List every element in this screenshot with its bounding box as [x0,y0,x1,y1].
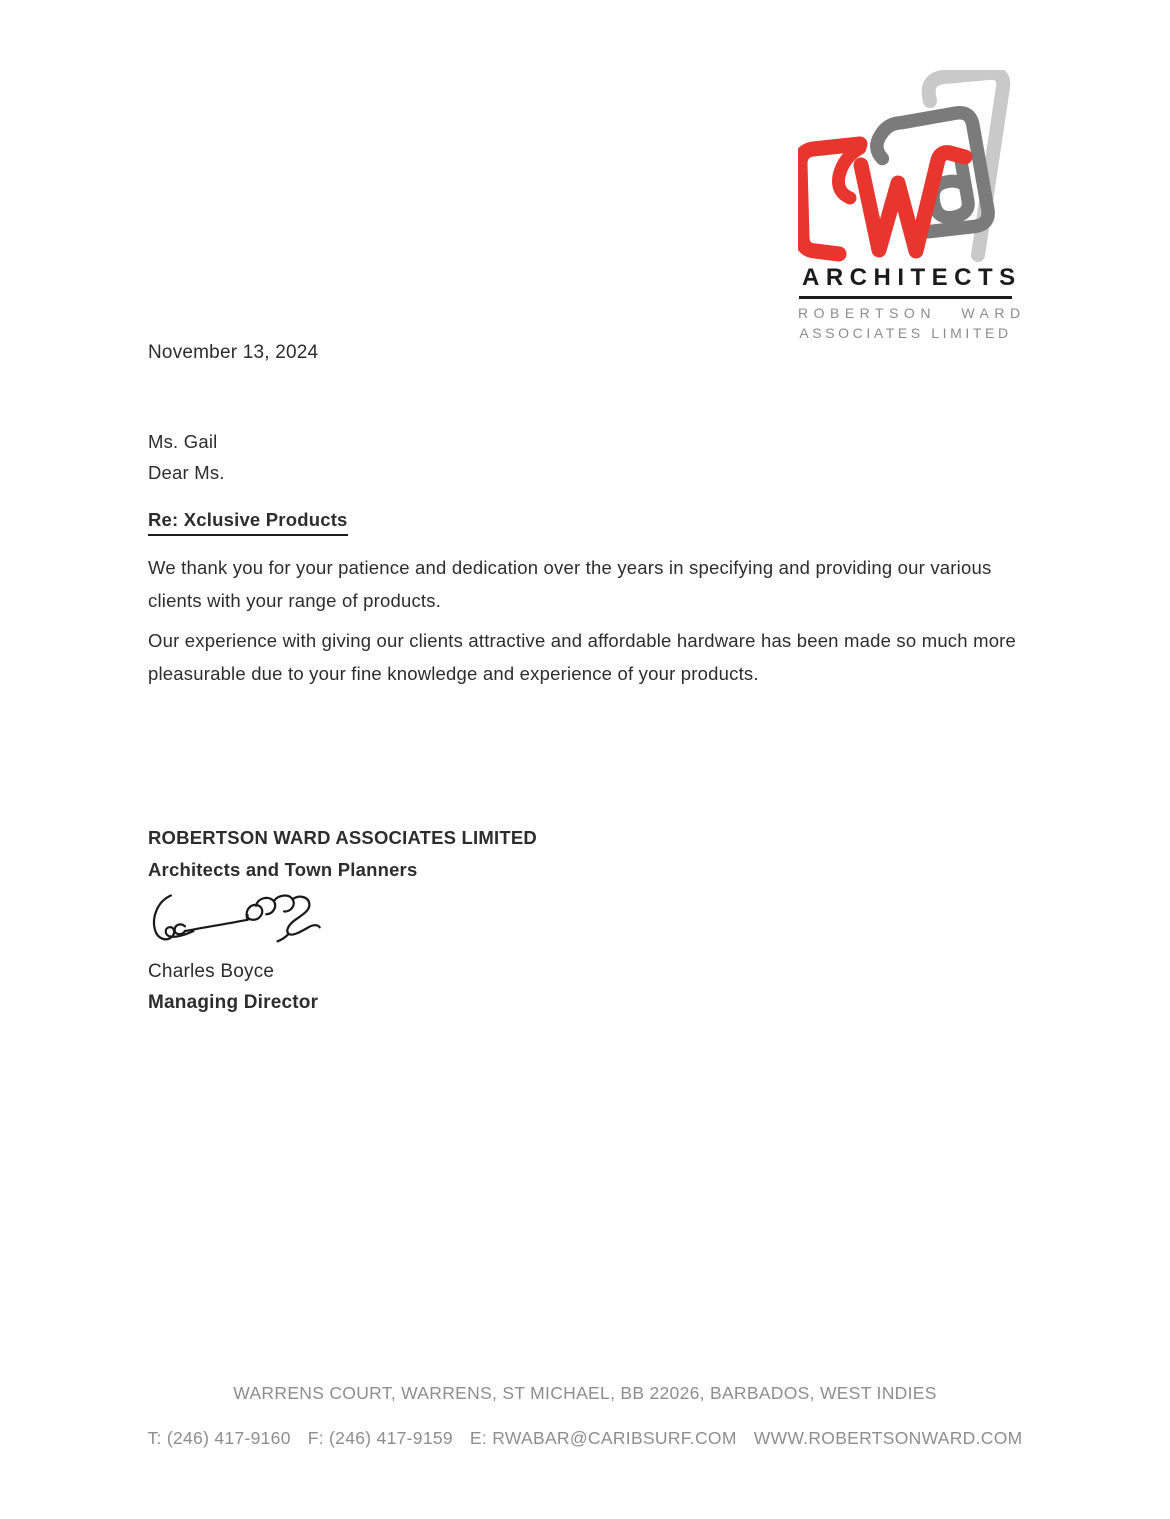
body-paragraphs [148,551,1028,690]
paragraph: Our experience with giving our clients attractive and affordable hardware has been made so much more pleasurable due to your fine knowledge and experience of your products. [148,630,1017,684]
logo-shape-red-w [861,153,965,251]
salutation: Dear Ms. [148,462,225,483]
closing-block [148,822,1028,1018]
signer-title: Managing Director [148,992,319,1013]
subject-text: Re: Xclusive Products [148,507,348,536]
signature [142,888,1028,946]
footer-email: E: RWABAR@CARIBSURF.COM [469,1428,737,1448]
footer-fax: F: (246) 417-9159 [307,1428,453,1448]
footer-phone: T: (246) 417-9160 [147,1428,291,1448]
signer-name: Charles Boyce [148,961,275,982]
closing-company-tagline: Architects and Town Planners [148,859,418,880]
logo-firm-line2: ASSOCIATES LIMITED [799,325,1012,341]
logo-brand-text: ARCHITECTS [802,264,1022,291]
signature-icon [142,888,342,946]
company-logo [798,70,1026,341]
recipient-name: Ms. Gail [148,431,218,452]
footer-website: WWW.ROBERTSONWARD.COM [753,1428,1023,1448]
paragraph: We thank you for your patience and dedication over the years in specifying and providing our various clients with your range of products. [148,557,992,611]
closing-company-name: ROBERTSON WARD ASSOCIATES LIMITED [148,827,537,848]
logo-divider [799,296,1012,299]
logo-firm-line1: ROBERTSON WARD [798,305,1026,321]
footer-address: WARRENS COURT, WARRENS, ST MICHAEL, BB 22026, BARBADOS, WEST INDIES [233,1383,937,1403]
footer-contacts [0,1427,1170,1449]
letter-date: November 13, 2024 [148,342,319,363]
rwa-logo-icon [798,70,1013,262]
recipient-block [148,426,1028,488]
letter-footer [0,1382,1170,1449]
subject-line [148,507,1028,536]
letter-body [148,340,1028,1018]
